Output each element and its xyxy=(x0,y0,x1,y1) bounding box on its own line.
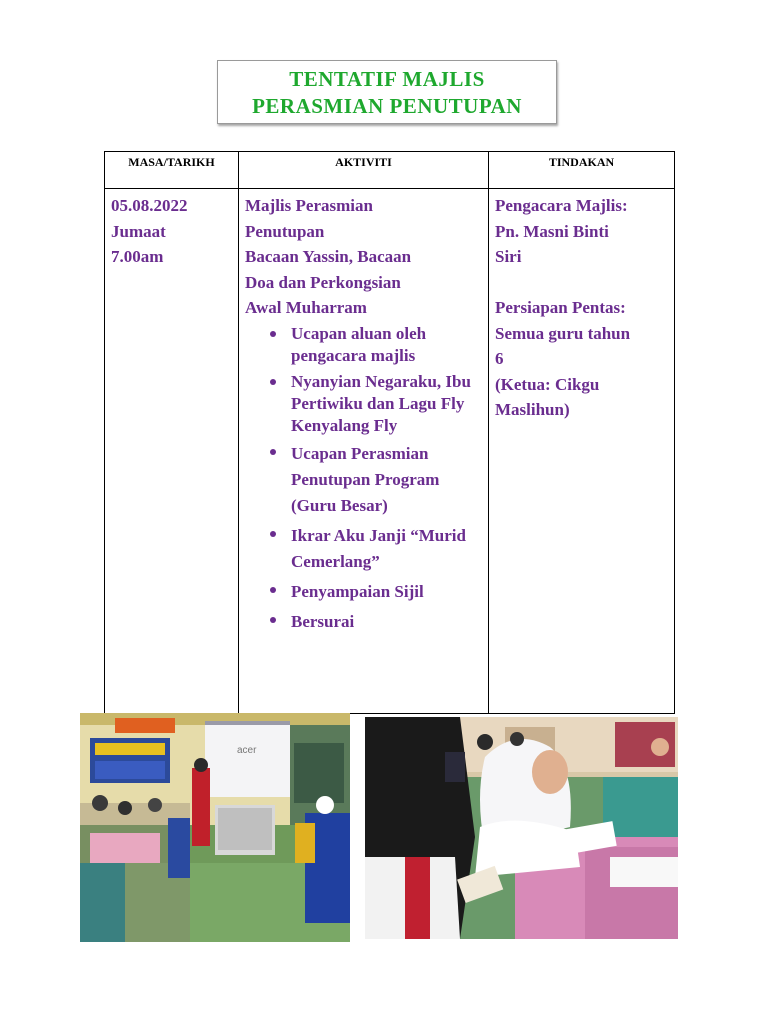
masa-time: 7.00am xyxy=(111,247,164,266)
aktiviti-list xyxy=(245,323,482,635)
tindakan-line: (Ketua: Cikgu xyxy=(495,374,600,394)
header-tindakan: TINDAKAN xyxy=(489,152,675,189)
table-row xyxy=(105,189,675,714)
title-line-2: PERASMIAN PENUTUPAN xyxy=(252,94,522,118)
table-header-row xyxy=(105,152,675,189)
title-box xyxy=(217,60,557,124)
list-item: Ucapan aluan oleh pengacara majlis xyxy=(291,323,482,367)
photo-students-writing xyxy=(365,717,678,939)
photo-classroom-event xyxy=(80,713,350,942)
aktiviti-intro-line: Awal Muharram xyxy=(245,298,367,317)
tindakan-line: Siri xyxy=(495,247,522,266)
tindakan-line: 6 xyxy=(495,349,504,368)
list-item: Ucapan Perasmian Penutupan Program (Guru Besar) xyxy=(291,441,482,519)
list-item: Ikrar Aku Janji “Murid Cemerlang” xyxy=(291,523,482,575)
tindakan-cell xyxy=(489,189,675,714)
list-item: Penyampaian Sijil xyxy=(291,579,482,605)
aktiviti-intro-line: Bacaan Yassin, Bacaan xyxy=(245,247,412,266)
aktiviti-cell xyxy=(239,189,489,714)
tindakan-line: Semua guru tahun xyxy=(495,323,631,343)
tindakan-line: Persiapan Pentas: xyxy=(495,298,626,317)
tindakan-line: Pengacara Majlis: xyxy=(495,196,628,215)
header-masa-tarikh: MASA/TARIKH xyxy=(105,152,239,189)
list-item: Bersurai xyxy=(291,609,482,635)
masa-date: 05.08.2022 xyxy=(111,196,188,215)
tentatif-table xyxy=(104,151,675,714)
masa-cell xyxy=(105,189,239,714)
aktiviti-intro-line: Doa dan Perkongsian xyxy=(245,272,401,292)
header-aktiviti: AKTIVITI xyxy=(239,152,489,189)
title-line-1: TENTATIF MAJLIS xyxy=(289,67,485,91)
aktiviti-intro-line: Penutupan xyxy=(245,221,325,241)
masa-day: Jumaat xyxy=(111,221,166,241)
projector-screen-brand: acer xyxy=(237,745,257,756)
aktiviti-intro-line: Majlis Perasmian xyxy=(245,196,373,215)
tindakan-line: Pn. Masni Binti xyxy=(495,221,609,241)
list-item: Nyanyian Negaraku, Ibu Pertiwiku dan Lagu Fly Kenyalang Fly xyxy=(291,371,482,437)
tindakan-line: Maslihun) xyxy=(495,400,570,419)
